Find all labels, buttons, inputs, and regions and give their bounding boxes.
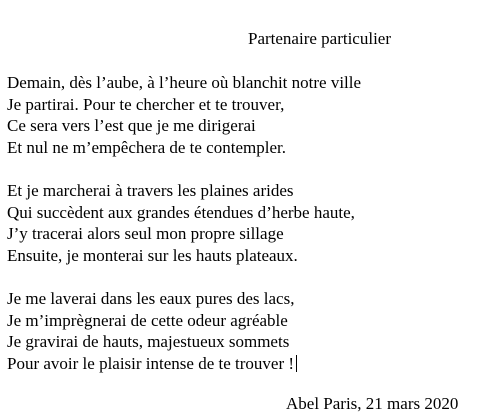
verse-line: Ce sera vers l’est que je me dirigerai (7, 116, 256, 136)
verse-line: Ensuite, je monterai sur les hauts plateaux. (7, 245, 298, 265)
stanza-1 (7, 72, 361, 158)
verse-line: Je m’imprègnerai de cette odeur agréable (7, 310, 288, 330)
verse-line: Et nul ne m’empêchera de te contempler. (7, 137, 286, 157)
verse-line: Demain, dès l’aube, à l’heure où blanchit notre ville (7, 73, 362, 92)
verse-line: Je gravirai de hauts, majestueux sommets (7, 332, 290, 352)
verse-line-text: Pour avoir le plaisir intense de te trouver ! (7, 353, 295, 373)
verse-line: Je me laverai dans les eaux pures des lacs, (7, 289, 295, 308)
signature: Abel Paris, 21 mars 2020 (286, 394, 459, 413)
stanza-2 (7, 180, 355, 266)
verse-line: Je partirai. Pour te chercher et te trouver, (7, 94, 285, 114)
verse-line: Qui succèdent aux grandes étendues d’herbe haute, (7, 202, 355, 222)
stanza-3 (7, 288, 297, 374)
poem-title: Partenaire particulier (248, 29, 392, 48)
verse-line-last (7, 353, 297, 375)
text-cursor (296, 355, 297, 372)
verse-line: Et je marcherai à travers les plaines arides (7, 181, 294, 200)
verse-line: J’y tracerai alors seul mon propre sillage (7, 224, 284, 244)
